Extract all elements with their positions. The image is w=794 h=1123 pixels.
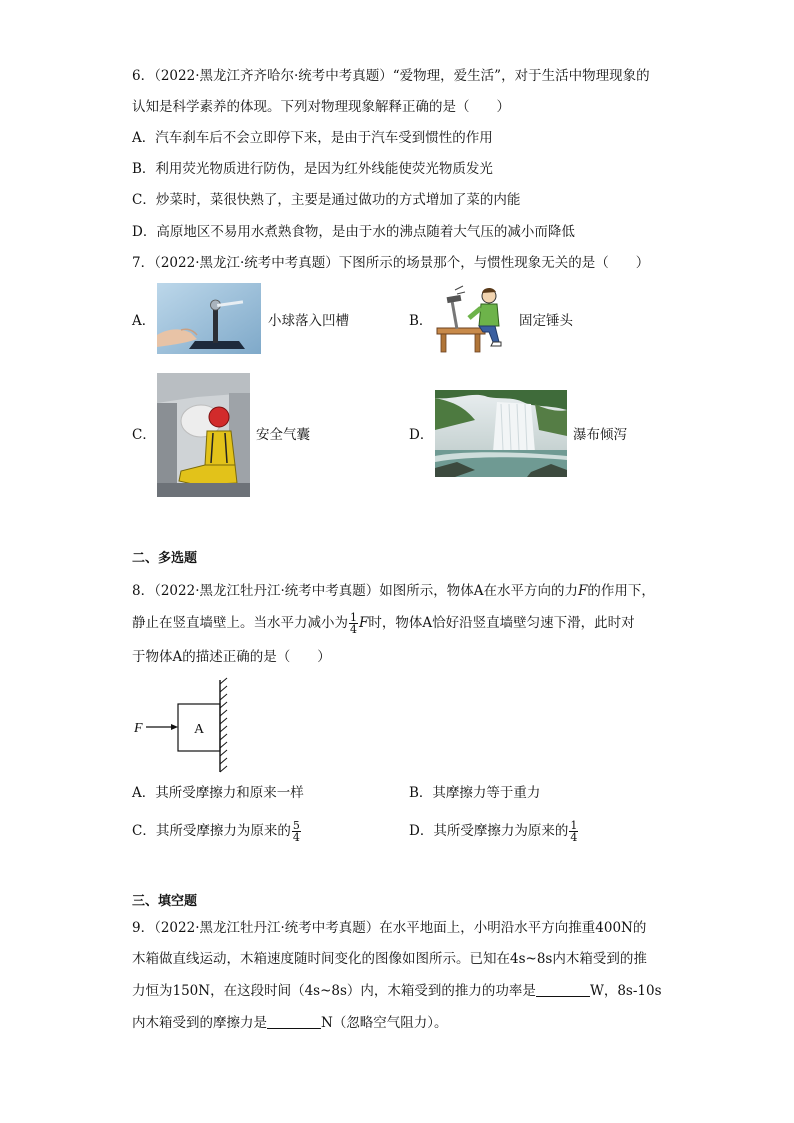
q8-fraction-quarter <box>349 612 358 635</box>
force-f-label: F <box>134 721 143 736</box>
section-heading-fill-in: 三、填空题 <box>132 894 198 909</box>
q9-stem-line3-end: W，8s-10s <box>589 983 662 999</box>
q9-stem-line4-end: N（忽略空气阻力）。 <box>321 1015 448 1031</box>
q8-option-d-text: D．其所受摩擦力为原来的 <box>409 823 569 839</box>
q8-option-a: A．其所受摩擦力和原来一样 <box>132 785 304 801</box>
section-heading-multiple-choice: 二、多选题 <box>132 551 198 566</box>
force-arrow-head <box>171 724 178 730</box>
q7-option-a-letter: A． <box>132 313 156 329</box>
q8-option-c-num: 5 <box>292 819 300 832</box>
q8-fraction-den: 4 <box>350 623 357 636</box>
q8-stem-line1-end: 的作用下， <box>587 583 655 599</box>
q8-option-d-num: 1 <box>570 819 578 832</box>
q7-option-a-label: 小球落入凹槽 <box>268 313 349 329</box>
q6-option-b: B．利用荧光物质进行防伪，是因为红外线能使荧光物质发光 <box>132 161 493 177</box>
q9-stem-line4 <box>132 1013 448 1033</box>
q7-stem: 7．（2022·黑龙江·统考中考真题）下图所示的场景那个，与惯性现象无关的是（ ） <box>132 255 650 271</box>
q8-stem-line1 <box>132 581 655 601</box>
q7-option-c-image <box>157 373 250 497</box>
q9-stem-line1: 9．（2022·黑龙江牡丹江·统考中考真题）在水平地面上，小明沿水平方向推重400N的 <box>132 920 647 936</box>
inertia-apparatus-photo <box>157 283 261 354</box>
q9-stem-line3-text: 力恒为150N，在这段时间（4s~8s）内，木箱受到的推力的功率是 <box>132 983 536 999</box>
q6-option-d: D．高原地区不易用水煮熟食物，是由于水的沸点随着大气压的减小而降低 <box>132 224 575 240</box>
q8-force-symbol: F <box>578 583 588 599</box>
q7-option-c-label: 安全气囊 <box>256 427 310 443</box>
q8-stem-line2 <box>132 612 635 635</box>
q8-stem-line2-end: 时，物体A恰好沿竖直墙壁匀速下滑，此时对 <box>368 615 635 631</box>
q8-stem-line2-text: 静止在竖直墙壁上。当水平力减小为 <box>132 615 348 631</box>
q8-option-d <box>409 820 579 843</box>
q7-option-b-letter: B． <box>409 313 433 329</box>
q7-option-a-image <box>157 283 261 354</box>
q8-fraction-num: 1 <box>350 611 357 624</box>
q7-option-b-label: 固定锤头 <box>519 313 573 329</box>
q8-stem-line1-text: 8．（2022·黑龙江牡丹江·统考中考真题）如图所示，物体A在水平方向的力 <box>132 583 579 599</box>
q8-option-c-fraction <box>292 820 301 843</box>
q9-stem-line3 <box>132 981 662 1001</box>
q8-option-c-den: 4 <box>292 831 300 844</box>
q8-option-c <box>132 820 302 843</box>
q6-stem-line1: 6．（2022·黑龙江齐齐哈尔·统考中考真题）“爱物理，爱生活”，对于生活中物理现象的 <box>132 68 650 84</box>
airbag-crash-test-photo <box>157 373 250 497</box>
q7-option-d-letter: D． <box>409 427 434 443</box>
q8-force-diagram <box>128 676 238 776</box>
waterfall-photo <box>435 390 567 477</box>
wall-hatching <box>220 678 227 772</box>
q8-option-d-fraction <box>569 820 578 843</box>
q9-blank-power[interactable] <box>536 982 590 997</box>
q8-option-c-text: C．其所受摩擦力为原来的 <box>132 823 291 839</box>
q8-option-d-den: 4 <box>570 831 578 844</box>
q7-option-d-image <box>435 390 567 477</box>
q9-stem-line4-text: 内木箱受到的摩擦力是 <box>132 1015 267 1031</box>
q8-stem-line3: 于物体A的描述正确的是（ ） <box>132 649 331 665</box>
q6-stem-line2: 认知是科学素养的体现。下列对物理现象解释正确的是（ ） <box>132 99 510 115</box>
q7-option-c-letter: C． <box>132 427 156 443</box>
q8-force-symbol-2: F <box>359 615 369 631</box>
q6-option-a: A．汽车刹车后不会立即停下来，是由于汽车受到惯性的作用 <box>132 130 493 146</box>
q7-option-d-label: 瀑布倾泻 <box>573 427 627 443</box>
q9-stem-line2: 木箱做直线运动，木箱速度随时间变化的图像如图所示。已知在4s~8s内木箱受到的推 <box>132 951 647 967</box>
block-a-label: A <box>193 722 205 737</box>
hammer-bench-illustration <box>435 282 512 356</box>
q8-option-b: B．其摩擦力等于重力 <box>409 785 541 801</box>
q9-blank-friction[interactable] <box>267 1014 321 1029</box>
q6-option-c: C．炒菜时，菜很快熟了，主要是通过做功的方式增加了菜的内能 <box>132 192 521 208</box>
q7-option-b-image <box>435 282 512 356</box>
